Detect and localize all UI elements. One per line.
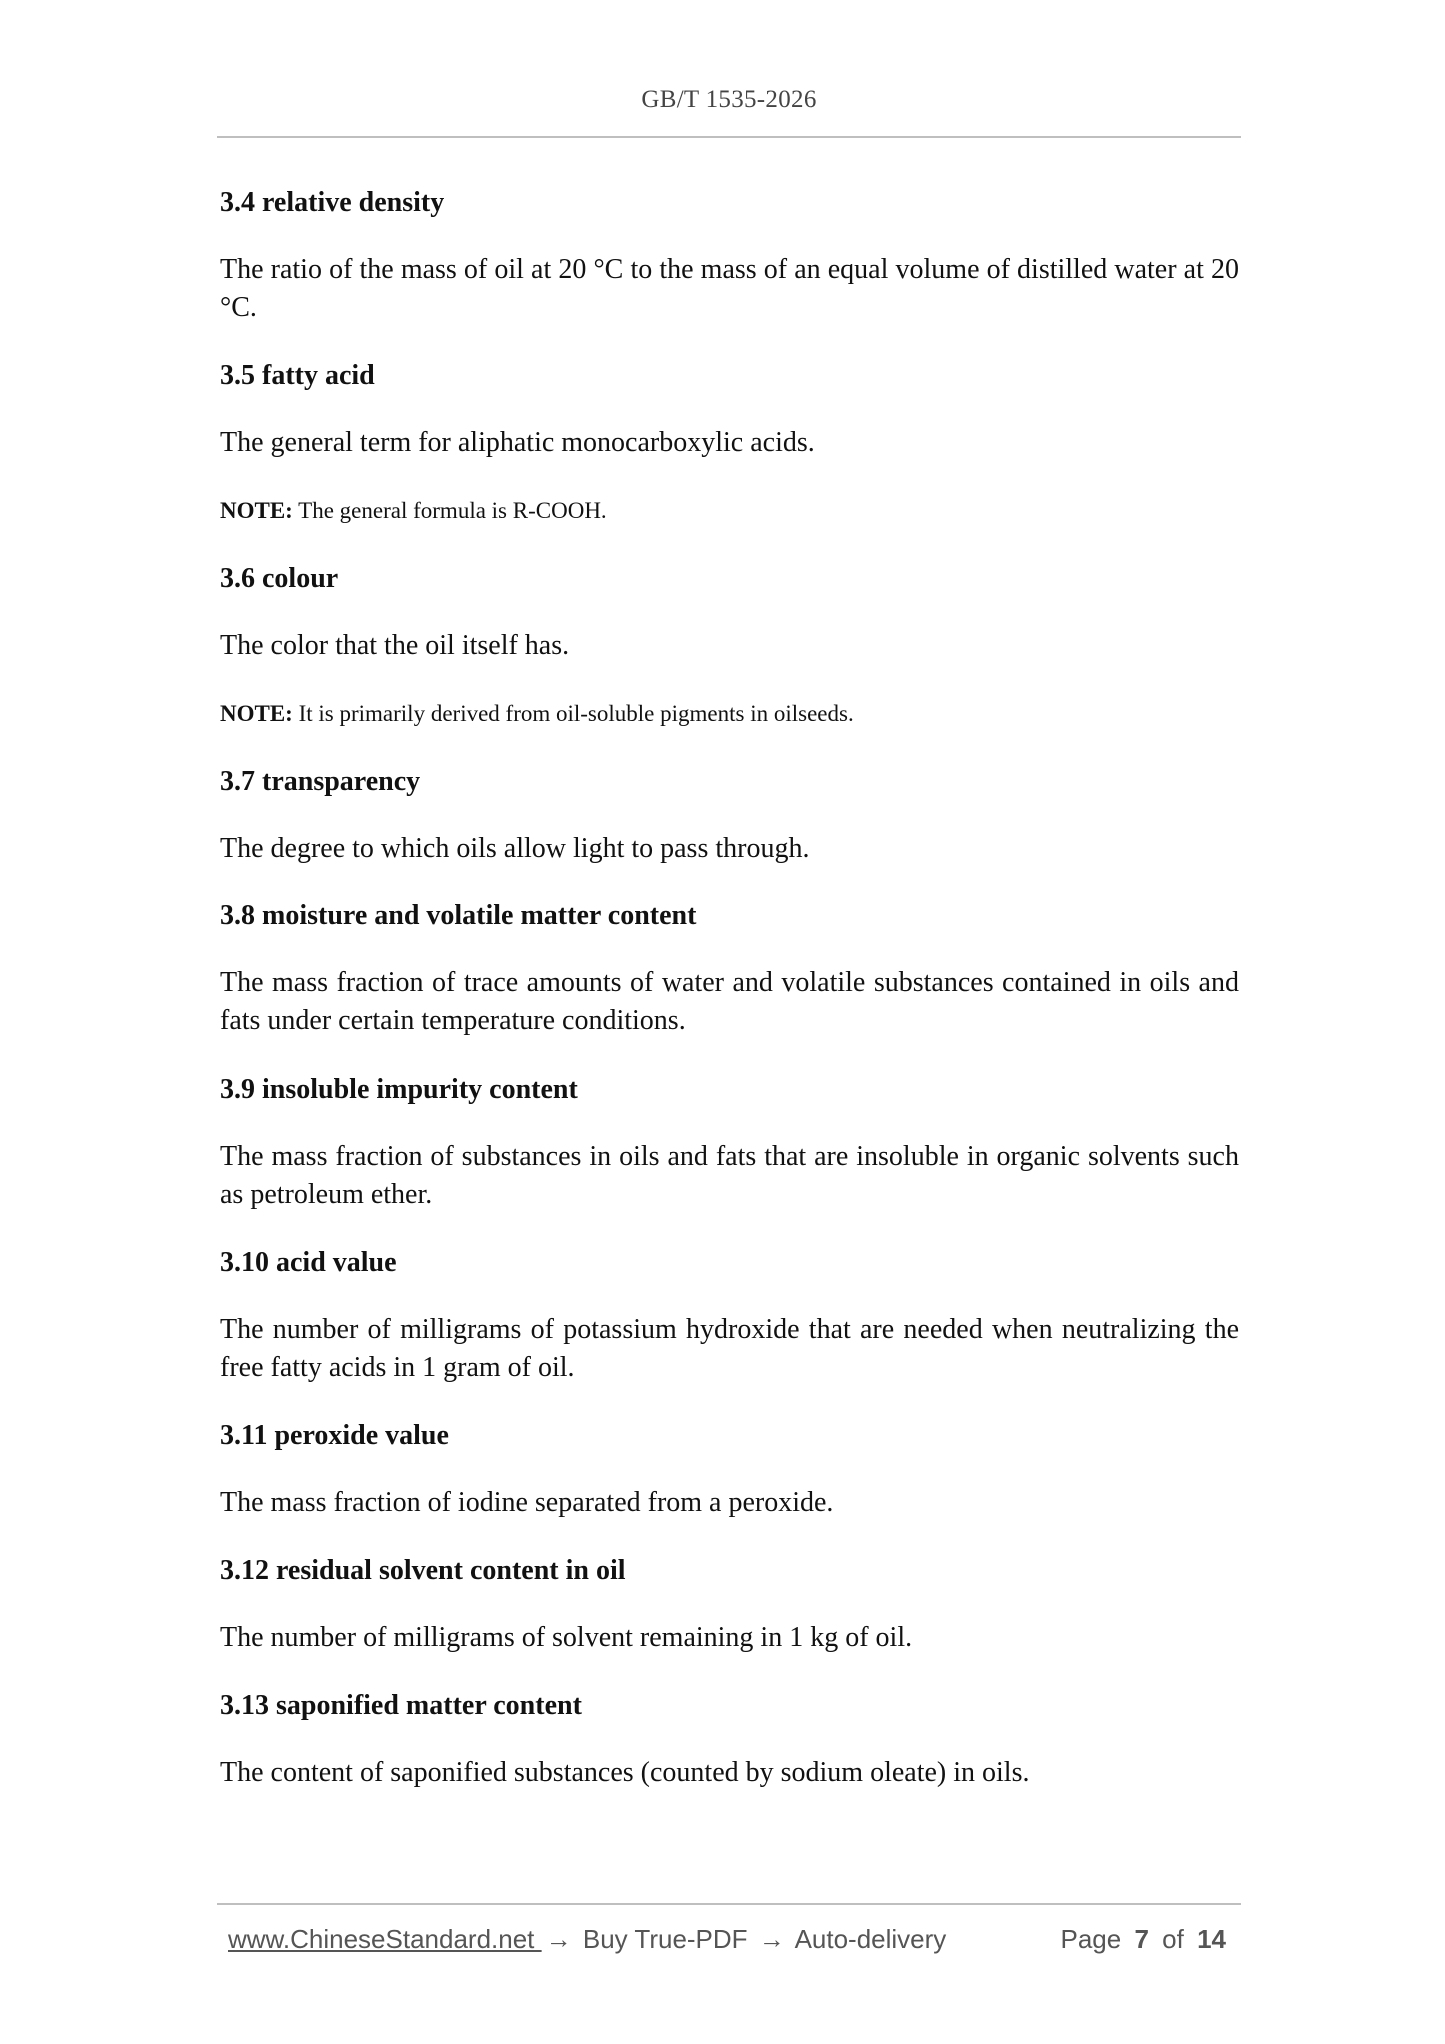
section-note	[220, 496, 1239, 526]
section-heading: 3.4 relative density	[220, 187, 445, 218]
section-definition: The ratio of the mass of oil at 20 °C to the mass of an equal volume of distilled water at 20 °C.	[220, 254, 1239, 323]
page-total: 14	[1197, 1924, 1226, 1954]
note-text: The general formula is R-COOH.	[292, 498, 607, 523]
arrow-right-icon: →	[758, 1924, 785, 1954]
section-heading: 3.9 insoluble impurity content	[220, 1074, 578, 1105]
section-definition: The number of milligrams of potassium hydroxide that are needed when neutralizing the free fatty acids in 1 gram of oil.	[220, 1314, 1239, 1383]
section-heading: 3.10 acid value	[220, 1247, 397, 1278]
page-header-title: GB/T 1535-2026	[641, 86, 817, 113]
header-divider	[217, 136, 1241, 138]
section-heading: 3.7 transparency	[220, 766, 421, 797]
page-of-label: of	[1162, 1924, 1184, 1954]
footer-promo	[228, 1924, 946, 1955]
footer-divider	[217, 1903, 1241, 1905]
note-label: NOTE:	[220, 701, 293, 726]
arrow-right-icon: →	[545, 1924, 572, 1954]
section-definition: The degree to which oils allow light to pass through.	[220, 833, 810, 864]
page-number	[1060, 1924, 1232, 1955]
note-label: NOTE:	[220, 498, 293, 523]
page-label: Page	[1060, 1924, 1122, 1954]
section-definition: The general term for aliphatic monocarboxylic acids.	[220, 427, 815, 458]
section-definition: The color that the oil itself has.	[220, 630, 570, 661]
section-definition: The mass fraction of substances in oils and fats that are insoluble in organic solvents such as petroleum ether.	[220, 1141, 1239, 1210]
website-link[interactable]: www.ChineseStandard.net	[228, 1924, 542, 1954]
section-definition: The mass fraction of trace amounts of water and volatile substances contained in oils and fats under certain temperature conditions.	[220, 967, 1239, 1036]
section-heading: 3.13 saponified matter content	[220, 1690, 582, 1721]
page-footer	[228, 1924, 1232, 1960]
page-current: 7	[1134, 1924, 1149, 1954]
note-text: It is primarily derived from oil-soluble pigments in oilseeds.	[292, 701, 854, 726]
section-heading: 3.6 colour	[220, 563, 339, 594]
auto-delivery-text: Auto-delivery	[788, 1924, 947, 1954]
section-definition: The content of saponified substances (counted by sodium oleate) in oils.	[220, 1757, 1030, 1788]
buy-true-pdf-text: Buy True-PDF	[575, 1924, 755, 1954]
section-definition: The mass fraction of iodine separated from a peroxide.	[220, 1487, 834, 1518]
section-heading: 3.5 fatty acid	[220, 360, 375, 391]
section-heading: 3.12 residual solvent content in oil	[220, 1555, 626, 1586]
section-note	[220, 699, 1239, 729]
section-heading: 3.8 moisture and volatile matter content	[220, 900, 697, 931]
section-heading: 3.11 peroxide value	[220, 1420, 449, 1451]
section-definition: The number of milligrams of solvent remaining in 1 kg of oil.	[220, 1622, 913, 1653]
